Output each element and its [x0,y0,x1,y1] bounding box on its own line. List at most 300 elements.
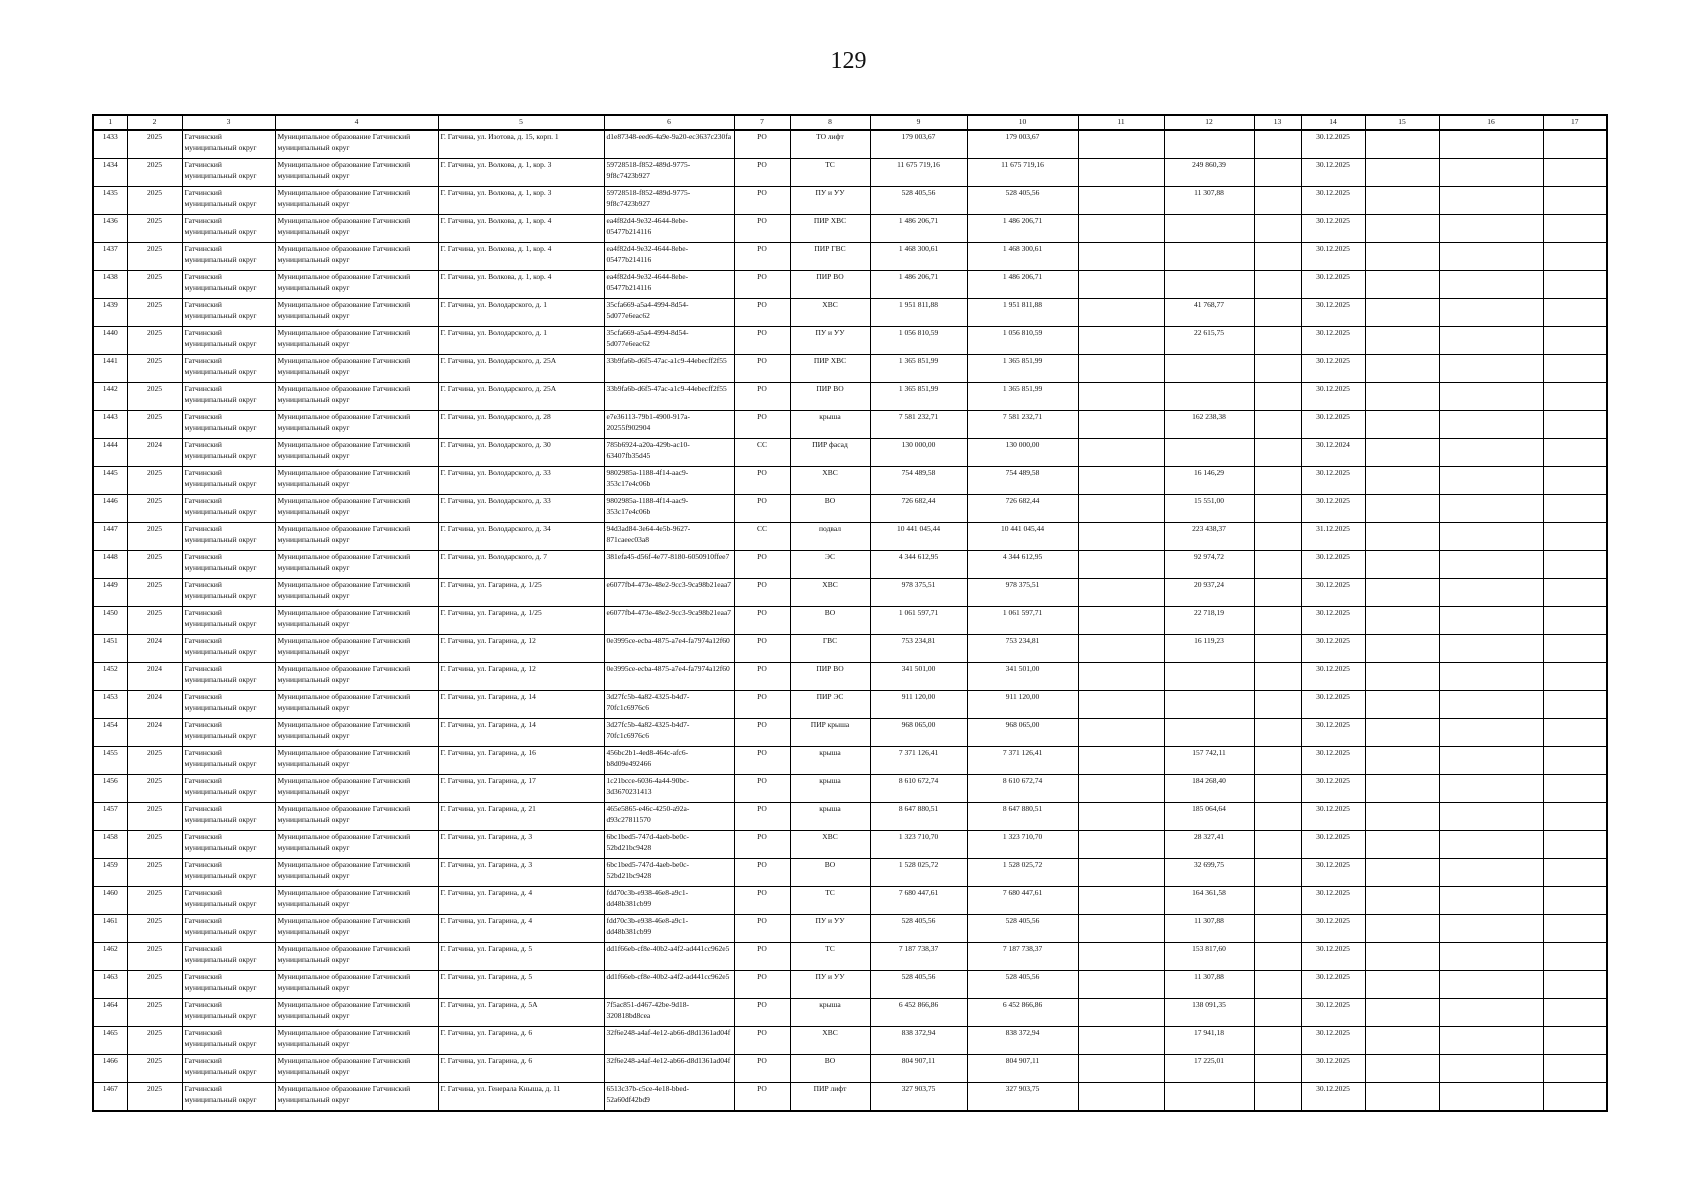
table-cell-col-8: ХВС [790,467,870,495]
table-cell-col-6: 35cfa669-a5a4-4994-8d54-5d077e6eac62 [604,299,734,327]
table-cell-col-15 [1365,579,1439,607]
column-header-12: 12 [1164,115,1254,130]
table-cell-col-6: dd1f66eb-cf8e-40b2-a4f2-ad441cc962e5 [604,971,734,999]
table-cell-col-7: РО [734,943,790,971]
column-header-9: 9 [870,115,967,130]
column-header-13: 13 [1254,115,1301,130]
table-cell-col-13 [1254,439,1301,467]
table-cell-col-13 [1254,607,1301,635]
table-cell-col-16 [1439,663,1543,691]
table-cell-col-14: 30.12.2025 [1301,747,1365,775]
table-cell-col-12: 11 307,88 [1164,187,1254,215]
table-cell-col-10: 528 405,56 [967,187,1078,215]
table-cell-col-17 [1543,467,1607,495]
table-cell-col-7: РО [734,1027,790,1055]
table-cell-col-5: Г. Гатчина, ул. Володарского, д. 28 [438,411,604,439]
table-cell-col-2: 2025 [127,383,182,411]
table-cell-col-1: 1457 [93,803,127,831]
table-cell-col-16 [1439,803,1543,831]
table-cell-col-17 [1543,523,1607,551]
table-cell-col-15 [1365,831,1439,859]
table-cell-col-16 [1439,1083,1543,1112]
table-cell-col-1: 1438 [93,271,127,299]
column-header-17: 17 [1543,115,1607,130]
table-cell-col-2: 2025 [127,467,182,495]
table-cell-col-6: dd1f66eb-cf8e-40b2-a4f2-ad441cc962e5 [604,943,734,971]
table-cell-col-16 [1439,831,1543,859]
table-cell-col-13 [1254,299,1301,327]
table-cell-col-5: Г. Гатчина, ул. Володарского, д. 33 [438,467,604,495]
table-row [93,215,1607,243]
table-row [93,411,1607,439]
table-cell-col-4: Муниципальное образование Гатчинский муниципальный округ [275,243,438,271]
table-cell-col-3: Гатчинский муниципальный округ [182,719,275,747]
table-cell-col-14: 30.12.2025 [1301,271,1365,299]
table-cell-col-13 [1254,915,1301,943]
table-cell-col-13 [1254,635,1301,663]
table-cell-col-6: 94d3ad84-3e64-4e5b-9627-871caeec03a8 [604,523,734,551]
table-cell-col-15 [1365,383,1439,411]
table-cell-col-8: ГВС [790,635,870,663]
table-cell-col-15 [1365,887,1439,915]
table-row [93,999,1607,1027]
table-cell-col-12: 92 974,72 [1164,551,1254,579]
table-row [93,831,1607,859]
table-cell-col-3: Гатчинский муниципальный округ [182,495,275,523]
table-cell-col-2: 2024 [127,439,182,467]
table-cell-col-13 [1254,887,1301,915]
table-cell-col-5: Г. Гатчина, ул. Изотова, д. 15, корп. 1 [438,130,604,159]
table-cell-col-16 [1439,495,1543,523]
table-cell-col-17 [1543,915,1607,943]
table-cell-col-14: 30.12.2025 [1301,327,1365,355]
table-cell-col-1: 1460 [93,887,127,915]
table-cell-col-17 [1543,439,1607,467]
table-cell-col-1: 1439 [93,299,127,327]
table-cell-col-12: 11 307,88 [1164,971,1254,999]
table-cell-col-8: ХВС [790,579,870,607]
table-cell-col-10: 1 951 811,88 [967,299,1078,327]
table-row [93,579,1607,607]
table-cell-col-4: Муниципальное образование Гатчинский муниципальный округ [275,299,438,327]
table-row [93,1055,1607,1083]
table-cell-col-10: 1 486 206,71 [967,215,1078,243]
table-cell-col-11 [1078,719,1164,747]
table-cell-col-13 [1254,159,1301,187]
table-row [93,130,1607,159]
table-cell-col-15 [1365,271,1439,299]
table-cell-col-15 [1365,495,1439,523]
table-cell-col-15 [1365,1027,1439,1055]
table-cell-col-2: 2025 [127,299,182,327]
table-cell-col-12 [1164,271,1254,299]
table-cell-col-3: Гатчинский муниципальный округ [182,943,275,971]
table-cell-col-1: 1445 [93,467,127,495]
table-cell-col-16 [1439,971,1543,999]
table-cell-col-2: 2025 [127,159,182,187]
table-cell-col-2: 2025 [127,215,182,243]
table-cell-col-14: 30.12.2025 [1301,887,1365,915]
column-header-3: 3 [182,115,275,130]
table-cell-col-9: 1 365 851,99 [870,383,967,411]
table-cell-col-7: РО [734,215,790,243]
table-row [93,383,1607,411]
table-cell-col-1: 1458 [93,831,127,859]
column-header-6: 6 [604,115,734,130]
table-cell-col-17 [1543,971,1607,999]
table-cell-col-16 [1439,523,1543,551]
table-cell-col-7: РО [734,635,790,663]
table-cell-col-10: 7 371 126,41 [967,747,1078,775]
table-cell-col-3: Гатчинский муниципальный округ [182,747,275,775]
table-cell-col-10: 1 323 710,70 [967,831,1078,859]
table-cell-col-13 [1254,579,1301,607]
table-cell-col-5: Г. Гатчина, ул. Гагарина, д. 5 [438,971,604,999]
table-row [93,439,1607,467]
table-cell-col-12 [1164,243,1254,271]
table-cell-col-16 [1439,327,1543,355]
table-cell-col-2: 2025 [127,831,182,859]
table-cell-col-9: 1 951 811,88 [870,299,967,327]
table-cell-col-13 [1254,215,1301,243]
table-cell-col-6: 785b6924-a20a-429b-ac10-63407fb35d45 [604,439,734,467]
table-cell-col-7: РО [734,719,790,747]
table-cell-col-11 [1078,271,1164,299]
table-cell-col-5: Г. Гатчина, ул. Гагарина, д. 4 [438,887,604,915]
table-cell-col-11 [1078,355,1164,383]
table-cell-col-15 [1365,607,1439,635]
table-cell-col-14: 30.12.2025 [1301,1055,1365,1083]
table-cell-col-8: ТО лифт [790,130,870,159]
table-cell-col-8: ПИР ГВС [790,243,870,271]
table-cell-col-14: 30.12.2025 [1301,411,1365,439]
table-cell-col-5: Г. Гатчина, ул. Волкова, д. 1, кор. 3 [438,159,604,187]
table-cell-col-3: Гатчинский муниципальный округ [182,1083,275,1112]
table-cell-col-1: 1433 [93,130,127,159]
table-cell-col-11 [1078,831,1164,859]
table-row [93,271,1607,299]
table-cell-col-13 [1254,130,1301,159]
table-cell-col-16 [1439,719,1543,747]
table-cell-col-14: 30.12.2025 [1301,915,1365,943]
table-row [93,551,1607,579]
table-row [93,1083,1607,1112]
table-cell-col-4: Муниципальное образование Гатчинский муниципальный округ [275,635,438,663]
table-cell-col-13 [1254,411,1301,439]
table-cell-col-3: Гатчинский муниципальный округ [182,215,275,243]
table-cell-col-2: 2025 [127,915,182,943]
table-cell-col-14: 30.12.2025 [1301,1027,1365,1055]
table-cell-col-4: Муниципальное образование Гатчинский муниципальный округ [275,271,438,299]
table-cell-col-8: ВО [790,859,870,887]
table-cell-col-17 [1543,215,1607,243]
table-cell-col-3: Гатчинский муниципальный округ [182,691,275,719]
table-cell-col-15 [1365,747,1439,775]
table-cell-col-15 [1365,803,1439,831]
table-cell-col-17 [1543,271,1607,299]
table-cell-col-17 [1543,719,1607,747]
table-cell-col-15 [1365,915,1439,943]
table-cell-col-14: 30.12.2025 [1301,215,1365,243]
table-cell-col-9: 726 682,44 [870,495,967,523]
table-cell-col-1: 1448 [93,551,127,579]
column-header-5: 5 [438,115,604,130]
table-cell-col-12 [1164,663,1254,691]
table-cell-col-11 [1078,215,1164,243]
table-cell-col-8: крыша [790,775,870,803]
table-cell-col-11 [1078,411,1164,439]
table-cell-col-16 [1439,691,1543,719]
table-cell-col-11 [1078,887,1164,915]
table-cell-col-12 [1164,355,1254,383]
table-cell-col-3: Гатчинский муниципальный округ [182,271,275,299]
table-cell-col-17 [1543,1083,1607,1112]
table-cell-col-8: ПИР ВО [790,271,870,299]
table-cell-col-1: 1463 [93,971,127,999]
table-cell-col-4: Муниципальное образование Гатчинский муниципальный округ [275,467,438,495]
table-cell-col-17 [1543,859,1607,887]
table-cell-col-7: РО [734,130,790,159]
table-cell-col-6: 7f5ac851-d467-42be-9d18-320818bd8cea [604,999,734,1027]
table-cell-col-8: ЭС [790,551,870,579]
table-cell-col-12: 20 937,24 [1164,579,1254,607]
table-cell-col-16 [1439,467,1543,495]
table-cell-col-17 [1543,130,1607,159]
table-cell-col-16 [1439,1055,1543,1083]
table-cell-col-10: 7 581 232,71 [967,411,1078,439]
table-cell-col-16 [1439,859,1543,887]
table-cell-col-4: Муниципальное образование Гатчинский муниципальный округ [275,411,438,439]
table-cell-col-2: 2025 [127,607,182,635]
table-cell-col-1: 1454 [93,719,127,747]
table-cell-col-12 [1164,215,1254,243]
table-cell-col-16 [1439,243,1543,271]
table-cell-col-11 [1078,1027,1164,1055]
table-cell-col-17 [1543,243,1607,271]
table-cell-col-16 [1439,579,1543,607]
table-cell-col-16 [1439,999,1543,1027]
table-cell-col-4: Муниципальное образование Гатчинский муниципальный округ [275,803,438,831]
table-cell-col-12: 32 699,75 [1164,859,1254,887]
table-cell-col-10: 7 187 738,37 [967,943,1078,971]
table-cell-col-11 [1078,495,1164,523]
table-cell-col-8: ВО [790,607,870,635]
table-cell-col-16 [1439,775,1543,803]
table-cell-col-9: 528 405,56 [870,915,967,943]
table-cell-col-17 [1543,187,1607,215]
table-cell-col-3: Гатчинский муниципальный округ [182,915,275,943]
table-cell-col-4: Муниципальное образование Гатчинский муниципальный округ [275,663,438,691]
table-cell-col-13 [1254,467,1301,495]
table-cell-col-12: 15 551,00 [1164,495,1254,523]
table-cell-col-15 [1365,159,1439,187]
table-row [93,243,1607,271]
table-cell-col-14: 30.12.2025 [1301,803,1365,831]
table-cell-col-13 [1254,327,1301,355]
table-cell-col-5: Г. Гатчина, ул. Гагарина, д. 12 [438,635,604,663]
table-cell-col-12: 185 064,64 [1164,803,1254,831]
table-cell-col-6: 1c21bcce-6036-4a44-90bc-3d3670231413 [604,775,734,803]
table-cell-col-10: 726 682,44 [967,495,1078,523]
column-header-1: 1 [93,115,127,130]
table-cell-col-4: Муниципальное образование Гатчинский муниципальный округ [275,579,438,607]
table-cell-col-6: fdd70c3b-e938-46e8-a9c1-dd48b381cb99 [604,915,734,943]
table-cell-col-13 [1254,971,1301,999]
table-cell-col-8: ХВС [790,831,870,859]
table-cell-col-8: ПИР ХВС [790,355,870,383]
table-cell-col-7: РО [734,383,790,411]
table-cell-col-5: Г. Гатчина, ул. Володарского, д. 33 [438,495,604,523]
table-cell-col-15 [1365,215,1439,243]
table-cell-col-5: Г. Гатчина, ул. Гагарина, д. 21 [438,803,604,831]
table-cell-col-9: 179 003,67 [870,130,967,159]
table-cell-col-11 [1078,327,1164,355]
table-cell-col-6: e6077fb4-473e-48e2-9cc3-9ca98b21eaa7 [604,579,734,607]
table-cell-col-10: 1 486 206,71 [967,271,1078,299]
table-cell-col-4: Муниципальное образование Гатчинский муниципальный округ [275,495,438,523]
table-cell-col-2: 2024 [127,691,182,719]
table-cell-col-17 [1543,383,1607,411]
table-cell-col-8: ХВС [790,1027,870,1055]
table-cell-col-11 [1078,971,1164,999]
table-cell-col-6: 59728518-f852-489d-9775-9f8c7423b927 [604,159,734,187]
table-cell-col-8: ТС [790,887,870,915]
table-cell-col-10: 130 000,00 [967,439,1078,467]
table-cell-col-8: ПУ и УУ [790,915,870,943]
table-cell-col-11 [1078,579,1164,607]
table-cell-col-6: 381efa45-d56f-4e77-8180-6050910ffee7 [604,551,734,579]
table-cell-col-7: РО [734,1055,790,1083]
table-cell-col-8: ПИР ЭС [790,691,870,719]
table-cell-col-4: Муниципальное образование Гатчинский муниципальный округ [275,943,438,971]
table-cell-col-14: 30.12.2025 [1301,831,1365,859]
table-cell-col-15 [1365,635,1439,663]
table-cell-col-10: 1 468 300,61 [967,243,1078,271]
table-cell-col-2: 2025 [127,523,182,551]
table-cell-col-4: Муниципальное образование Гатчинский муниципальный округ [275,383,438,411]
table-cell-col-4: Муниципальное образование Гатчинский муниципальный округ [275,831,438,859]
table-row [93,943,1607,971]
table-cell-col-15 [1365,551,1439,579]
table-cell-col-13 [1254,943,1301,971]
table-cell-col-3: Гатчинский муниципальный округ [182,579,275,607]
table-cell-col-3: Гатчинский муниципальный округ [182,971,275,999]
table-cell-col-12 [1164,691,1254,719]
table-cell-col-16 [1439,355,1543,383]
table-cell-col-11 [1078,1083,1164,1112]
table-cell-col-2: 2025 [127,187,182,215]
table-cell-col-4: Муниципальное образование Гатчинский муниципальный округ [275,215,438,243]
table-cell-col-12: 22 718,19 [1164,607,1254,635]
table-cell-col-16 [1439,215,1543,243]
table-cell-col-4: Муниципальное образование Гатчинский муниципальный округ [275,159,438,187]
table-cell-col-8: ПИР ВО [790,383,870,411]
table-cell-col-4: Муниципальное образование Гатчинский муниципальный округ [275,1055,438,1083]
table-cell-col-9: 4 344 612,95 [870,551,967,579]
table-cell-col-12: 22 615,75 [1164,327,1254,355]
table-cell-col-4: Муниципальное образование Гатчинский муниципальный округ [275,551,438,579]
table-cell-col-8: крыша [790,999,870,1027]
table-cell-col-2: 2025 [127,887,182,915]
table-cell-col-9: 7 581 232,71 [870,411,967,439]
table-cell-col-11 [1078,523,1164,551]
table-cell-col-9: 754 489,58 [870,467,967,495]
table-cell-col-13 [1254,1055,1301,1083]
table-cell-col-2: 2025 [127,1083,182,1112]
table-cell-col-15 [1365,467,1439,495]
table-cell-col-8: подвал [790,523,870,551]
table-cell-col-1: 1441 [93,355,127,383]
table-cell-col-2: 2025 [127,495,182,523]
table-cell-col-15 [1365,1083,1439,1112]
table-cell-col-5: Г. Гатчина, ул. Володарского, д. 30 [438,439,604,467]
table-cell-col-10: 1 056 810,59 [967,327,1078,355]
table-cell-col-10: 341 501,00 [967,663,1078,691]
table-cell-col-5: Г. Гатчина, ул. Гагарина, д. 6 [438,1027,604,1055]
table-cell-col-1: 1447 [93,523,127,551]
header-row [93,115,1607,130]
table-cell-col-13 [1254,551,1301,579]
table-cell-col-3: Гатчинский муниципальный округ [182,130,275,159]
table-cell-col-16 [1439,1027,1543,1055]
table-cell-col-3: Гатчинский муниципальный округ [182,663,275,691]
table-cell-col-14: 30.12.2025 [1301,1083,1365,1112]
table-cell-col-4: Муниципальное образование Гатчинский муниципальный округ [275,1027,438,1055]
column-header-2: 2 [127,115,182,130]
table-cell-col-9: 7 371 126,41 [870,747,967,775]
table-cell-col-15 [1365,130,1439,159]
table-cell-col-16 [1439,635,1543,663]
table-cell-col-2: 2025 [127,943,182,971]
table-cell-col-7: РО [734,915,790,943]
table-cell-col-9: 978 375,51 [870,579,967,607]
table-cell-col-9: 7 680 447,61 [870,887,967,915]
table-cell-col-15 [1365,859,1439,887]
table-cell-col-15 [1365,187,1439,215]
table-cell-col-17 [1543,607,1607,635]
table-row [93,747,1607,775]
table-cell-col-11 [1078,803,1164,831]
table-cell-col-6: 465e5865-e46c-4250-a92a-d93c27811570 [604,803,734,831]
table-cell-col-11 [1078,999,1164,1027]
table-cell-col-10: 1 528 025,72 [967,859,1078,887]
table-cell-col-7: РО [734,355,790,383]
table-cell-col-10: 8 610 672,74 [967,775,1078,803]
table-cell-col-9: 753 234,81 [870,635,967,663]
table-cell-col-11 [1078,551,1164,579]
table-cell-col-1: 1462 [93,943,127,971]
table-cell-col-14: 30.12.2025 [1301,187,1365,215]
table-cell-col-8: ПИР лифт [790,1083,870,1112]
table-cell-col-6: 33b9fa6b-d6f5-47ac-a1c9-44ebecff2f55 [604,383,734,411]
table-cell-col-14: 30.12.2025 [1301,691,1365,719]
table-cell-col-8: ТС [790,159,870,187]
table-cell-col-5: Г. Гатчина, ул. Гагарина, д. 3 [438,831,604,859]
table-cell-col-11 [1078,747,1164,775]
table-cell-col-12: 157 742,11 [1164,747,1254,775]
table-cell-col-10: 1 365 851,99 [967,355,1078,383]
table-cell-col-17 [1543,1055,1607,1083]
table-cell-col-9: 968 065,00 [870,719,967,747]
table-cell-col-2: 2024 [127,635,182,663]
table-cell-col-9: 804 907,11 [870,1055,967,1083]
table-row [93,607,1607,635]
table-cell-col-3: Гатчинский муниципальный округ [182,439,275,467]
table-cell-col-9: 341 501,00 [870,663,967,691]
table-cell-col-7: РО [734,411,790,439]
table-cell-col-13 [1254,999,1301,1027]
table-cell-col-2: 2025 [127,1027,182,1055]
